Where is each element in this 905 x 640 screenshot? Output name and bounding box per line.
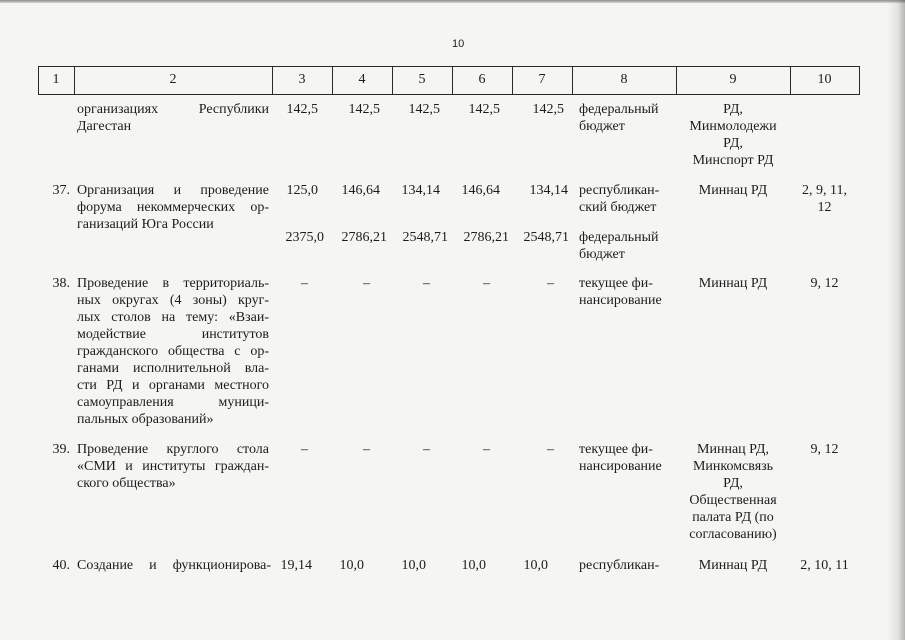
executor: палата РД (по: [692, 510, 774, 525]
row-number: 40.: [52, 558, 70, 573]
value-cell: –: [547, 442, 554, 457]
value-cell: –: [483, 442, 490, 457]
executor: Минкомсвязь: [692, 459, 774, 474]
value-cell: 125,0: [286, 183, 318, 198]
executor: Миннац РД: [698, 276, 768, 291]
executor: согласованию): [689, 527, 777, 542]
activity-text: Организация и проведение: [77, 183, 269, 198]
header-col-6: 6: [478, 72, 486, 87]
header-top-border: [38, 66, 860, 67]
activity-text: модействие институтов: [77, 327, 269, 342]
value-cell: 10,0: [401, 558, 426, 573]
tasks-ref: 2, 9, 11,: [802, 183, 847, 198]
activity-text: ганами исполнительной вла-: [77, 361, 269, 376]
executor: Миннац РД: [698, 558, 768, 573]
value-cell: 146,64: [461, 183, 500, 198]
funding-source: республикан-: [579, 183, 660, 198]
activity-text: ского общества»: [77, 476, 176, 491]
value-cell: 146,64: [341, 183, 380, 198]
funding-source: бюджет: [579, 119, 625, 134]
value-cell: 142,5: [348, 102, 380, 117]
header-col-3: 3: [298, 72, 306, 87]
value-cell: 10,0: [523, 558, 548, 573]
header-bottom-border: [38, 94, 860, 95]
funding-source: нансирование: [579, 459, 662, 474]
value-cell: 134,14: [401, 183, 440, 198]
value-cell: –: [483, 276, 490, 291]
funding-source: текущее фи-: [579, 442, 653, 457]
activity-text: Проведение круглого стола: [77, 442, 269, 457]
scan-right-shadow: [887, 0, 905, 640]
value-cell: 142,5: [468, 102, 500, 117]
header-col-1: 1: [52, 72, 60, 87]
header-col-4: 4: [358, 72, 366, 87]
value-cell: –: [423, 442, 430, 457]
activity-text: ганизаций Юга России: [77, 217, 214, 232]
executor: Минспорт РД: [692, 153, 774, 168]
header-col-5: 5: [418, 72, 426, 87]
header-col-7: 7: [538, 72, 546, 87]
activity-text: ных округах (4 зоны) круг-: [77, 293, 269, 308]
tasks-ref: 12: [817, 200, 832, 215]
tasks-ref: 9, 12: [810, 276, 839, 291]
value-cell: 2786,21: [341, 230, 387, 245]
funding-source: федеральный: [579, 102, 659, 117]
activity-text: Дагестан: [77, 119, 132, 134]
activity-text: Создание и функционирова-: [77, 558, 271, 573]
activity-text: пальных образований»: [77, 412, 214, 427]
value-cell: 142,5: [286, 102, 318, 117]
funding-source: нансирование: [579, 293, 662, 308]
activity-text: Проведение в территориаль-: [77, 276, 269, 291]
value-cell: 19,14: [280, 558, 312, 573]
header-col-8: 8: [620, 72, 628, 87]
activity-text: форума некоммерческих ор-: [77, 200, 269, 215]
value-cell: 142,5: [408, 102, 440, 117]
value-cell: 2375,0: [285, 230, 324, 245]
value-cell: –: [547, 276, 554, 291]
funding-source: республикан-: [579, 558, 660, 573]
executor: Общественная: [689, 493, 777, 508]
value-cell: 134,14: [529, 183, 568, 198]
header-col-2: 2: [169, 72, 177, 87]
value-cell: –: [423, 276, 430, 291]
header-col-9: 9: [729, 72, 737, 87]
value-cell: –: [301, 276, 308, 291]
value-cell: –: [363, 276, 370, 291]
activity-text: лых столов на тему: «Взаи-: [77, 310, 269, 325]
page-number: 10: [452, 38, 465, 50]
row-number: 39.: [52, 442, 70, 457]
activity-text: «СМИ и институты граждан-: [77, 459, 269, 474]
activity-text: самоуправления муници-: [77, 395, 269, 410]
value-cell: 10,0: [339, 558, 364, 573]
executor: Минмолодежи: [689, 119, 777, 134]
value-cell: 2548,71: [402, 230, 448, 245]
executor: РД,: [723, 476, 743, 491]
funding-source: бюджет: [579, 247, 625, 262]
executor: РД,: [723, 102, 743, 117]
col-divider: [859, 66, 860, 95]
row-number: 37.: [52, 183, 70, 198]
executor: Миннац РД: [698, 183, 768, 198]
executor: Миннац РД,: [697, 442, 769, 457]
funding-source: текущее фи-: [579, 276, 653, 291]
scan-top-edge: [0, 0, 905, 3]
tasks-ref: 9, 12: [810, 442, 839, 457]
activity-text: организациях Республики: [77, 102, 269, 117]
activity-text: гражданского общества с ор-: [77, 344, 269, 359]
value-cell: 10,0: [461, 558, 486, 573]
executor: РД,: [723, 136, 743, 151]
header-col-10: 10: [817, 72, 832, 87]
value-cell: 2786,21: [463, 230, 509, 245]
funding-source: ский бюджет: [579, 200, 657, 215]
value-cell: 2548,71: [523, 230, 569, 245]
value-cell: –: [301, 442, 308, 457]
value-cell: 142,5: [532, 102, 564, 117]
tasks-ref: 2, 10, 11: [800, 558, 849, 573]
activity-text: сти РД и органами местного: [77, 378, 269, 393]
funding-source: федеральный: [579, 230, 659, 245]
row-number: 38.: [52, 276, 70, 291]
value-cell: –: [363, 442, 370, 457]
